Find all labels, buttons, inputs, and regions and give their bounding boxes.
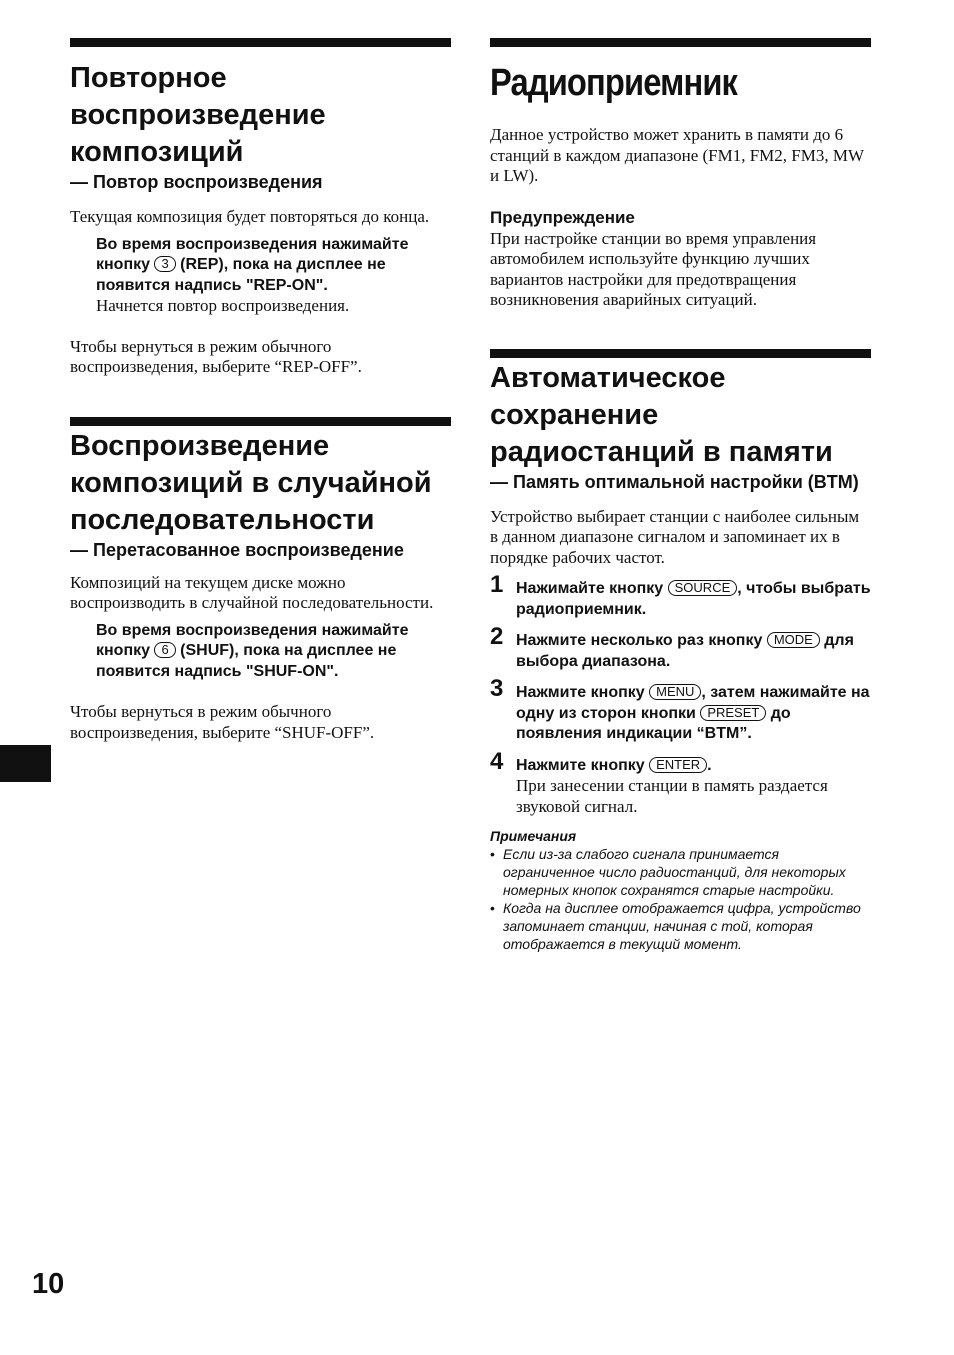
repeat-instruction xyxy=(70,235,451,297)
step-4 xyxy=(490,747,871,777)
step-number: 4 xyxy=(490,747,504,775)
warning-text: При настройке станции во время управления автомобилем используйте функцию лучших вариантов настройки для предотвращения возникновения аварийных ситуаций. xyxy=(490,228,817,309)
section-subtitle-shuffle: — Перетасованное воспроизведение xyxy=(70,539,404,560)
section-title-repeat: Повторное воспроизведение композиций xyxy=(70,62,326,168)
section-rule xyxy=(70,38,451,47)
chapter-tab-marker xyxy=(0,745,51,782)
warning-label: Предупреждение xyxy=(490,207,635,227)
section-subtitle-btm: — Память оптимальной настройки (BTM) xyxy=(490,471,859,492)
step-4-result: При занесении станции в память раздается звуковой сигнал. xyxy=(516,776,828,816)
step-text: Нажмите кнопку xyxy=(516,684,650,701)
section-title-radio: Радиоприемник xyxy=(490,62,738,104)
button-3-key: 3 xyxy=(154,256,175,272)
left-column xyxy=(70,38,451,743)
page-number: 10 xyxy=(32,1268,65,1300)
step-2 xyxy=(490,623,871,672)
mode-key: MODE xyxy=(767,632,820,648)
repeat-return-note: Чтобы вернуться в режим обычного воспроизведения, выберите “REP-OFF”. xyxy=(70,336,362,376)
step-text: для выбора диапазона. xyxy=(516,632,854,670)
step-text: Нажимайте кнопку xyxy=(516,580,668,597)
section-rule xyxy=(70,417,451,426)
step-3 xyxy=(490,675,871,745)
section-rule xyxy=(490,349,871,358)
right-column xyxy=(490,38,871,953)
instruction-text: Во время воспроизведения нажимайте кнопку xyxy=(96,235,409,273)
instruction-text: (SHUF), пока на дисплее не появится надпись "SHUF-ON". xyxy=(96,642,397,680)
step-text: , чтобы выбрать радиоприемник. xyxy=(516,580,871,618)
step-number: 1 xyxy=(490,571,504,598)
instruction-text: Во время воспроизведения нажимайте кнопку xyxy=(96,621,409,659)
section-subtitle-repeat: — Повтор воспроизведения xyxy=(70,172,323,192)
section-title-btm: Автоматическое сохранение радиостанций в памяти xyxy=(490,361,833,468)
step-1 xyxy=(490,571,871,620)
radio-intro: Данное устройство может хранить в памяти до 6 станций в каждом диапазоне (FM1, FM2, FM3, MW и LW). xyxy=(490,125,864,185)
note-item xyxy=(490,845,871,899)
preset-key: PRESET xyxy=(700,705,766,721)
step-text: . xyxy=(707,756,712,774)
enter-key: ENTER xyxy=(649,757,707,773)
notes-block xyxy=(490,827,871,953)
shuffle-intro: Композиций на текущем диске можно воспроизводить в случайной последовательности. xyxy=(70,572,434,612)
repeat-result: Начнется повтор воспроизведения. xyxy=(96,296,350,315)
source-key: SOURCE xyxy=(668,580,738,596)
instruction-text: (REP), пока на дисплее не появится надпись "REP-ON". xyxy=(96,256,386,294)
btm-intro: Устройство выбирает станции с наиболее сильным в данном диапазоне сигналом и запоминает их в порядке рабочих частот. xyxy=(490,506,860,567)
step-number: 2 xyxy=(490,623,504,650)
button-6-key: 6 xyxy=(154,642,175,658)
section-rule xyxy=(490,38,871,47)
repeat-intro: Текущая композиция будет повторяться до конца. xyxy=(70,207,430,226)
step-text: до появления индикации “BTM”. xyxy=(516,704,791,742)
step-number: 3 xyxy=(490,675,504,702)
note-item xyxy=(490,899,871,953)
shuffle-return-note: Чтобы вернуться в режим обычного воспроизведения, выберите “SHUF-OFF”. xyxy=(70,702,375,742)
step-text: , затем нажимайте на одну из сторон кнопки xyxy=(516,684,870,722)
section-title-shuffle: Воспроизведение композиций в случайной последовательности xyxy=(70,429,432,536)
shuffle-instruction xyxy=(70,621,451,683)
note-text: Если из-за слабого сигнала принимается ограниченное число радиостанций, для некоторых номерных кнопок сохранятся старые настройки. xyxy=(503,846,846,898)
note-text: Когда на дисплее отображается цифра, устройство запоминает станции, начиная с той, которая отображается в текущий момент. xyxy=(503,900,861,952)
notes-label: Примечания xyxy=(490,828,577,844)
bullet-icon: • xyxy=(490,846,495,862)
step-text: Нажмите несколько раз кнопку xyxy=(516,632,767,649)
bullet-icon: • xyxy=(490,900,495,916)
step-text: Нажмите кнопку xyxy=(516,756,650,774)
menu-key: MENU xyxy=(649,684,701,700)
